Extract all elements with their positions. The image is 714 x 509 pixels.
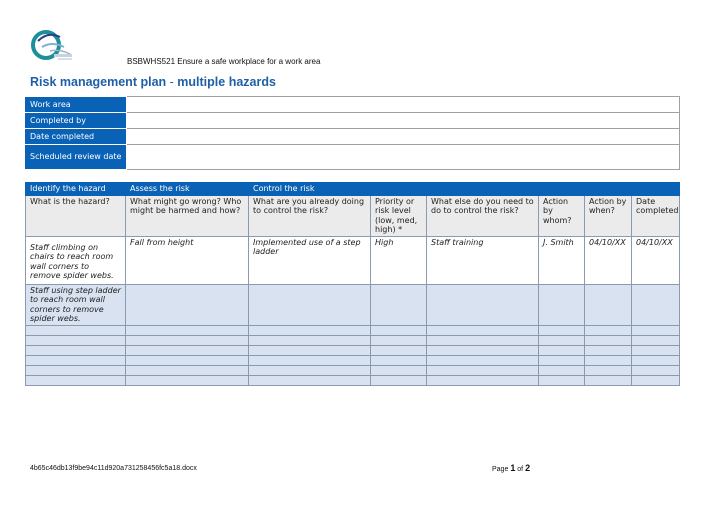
table-cell[interactable]	[126, 375, 249, 385]
info-value-completed-by[interactable]	[127, 113, 680, 129]
table-cell[interactable]	[249, 284, 371, 325]
table-row-empty	[26, 355, 680, 365]
table-cell[interactable]	[126, 355, 249, 365]
table-row-empty	[26, 335, 680, 345]
table-cell[interactable]	[26, 365, 126, 375]
table-cell[interactable]	[249, 375, 371, 385]
question-cell: Action by when?	[585, 195, 632, 236]
table-row-empty	[26, 375, 680, 385]
table-cell[interactable]	[539, 284, 585, 325]
question-cell: What else do you need to do to control the risk?	[427, 195, 539, 236]
table-cell[interactable]	[585, 284, 632, 325]
page-label: Page	[492, 466, 509, 473]
table-row	[26, 284, 680, 325]
table-cell[interactable]	[539, 325, 585, 335]
page-total: 2	[525, 463, 531, 473]
table-cell[interactable]	[249, 325, 371, 335]
info-row-work-area	[26, 97, 680, 113]
table-cell[interactable]	[126, 345, 249, 355]
table-cell[interactable]	[371, 325, 427, 335]
page-indicator	[492, 463, 530, 473]
table-cell[interactable]	[371, 355, 427, 365]
table-cell[interactable]	[371, 345, 427, 355]
info-row-date-completed	[26, 129, 680, 145]
table-cell[interactable]	[427, 325, 539, 335]
table-cell[interactable]	[371, 284, 427, 325]
table-cell[interactable]	[632, 355, 680, 365]
table-cell[interactable]: 04/10/XX	[585, 236, 632, 284]
table-cell[interactable]: Staff training	[427, 236, 539, 284]
info-value-work-area[interactable]	[127, 97, 680, 113]
table-cell[interactable]	[427, 335, 539, 345]
table-cell[interactable]	[585, 325, 632, 335]
table-cell[interactable]	[249, 355, 371, 365]
info-value-date-completed[interactable]	[127, 129, 680, 145]
table-row-empty	[26, 345, 680, 355]
table-cell[interactable]	[249, 345, 371, 355]
table-cell[interactable]	[539, 345, 585, 355]
question-cell: What are you already doing to control the risk?	[249, 195, 371, 236]
table-cell[interactable]	[249, 365, 371, 375]
info-table	[25, 96, 680, 170]
table-cell[interactable]	[427, 355, 539, 365]
group-identify-hazard: Identify the hazard	[26, 183, 126, 196]
table-row	[26, 236, 680, 284]
title-dash: -	[169, 75, 174, 89]
group-header-row	[26, 183, 680, 196]
info-label: Completed by	[26, 113, 127, 129]
info-label: Date completed	[26, 129, 127, 145]
table-cell[interactable]: Staff using step ladder to reach room wall corners to remove spider webs.	[26, 284, 126, 325]
table-cell[interactable]	[632, 365, 680, 375]
table-cell[interactable]	[427, 365, 539, 375]
table-cell[interactable]: High	[371, 236, 427, 284]
table-cell[interactable]	[126, 335, 249, 345]
group-assess-risk: Assess the risk	[126, 183, 249, 196]
table-cell[interactable]	[585, 355, 632, 365]
group-control-risk: Control the risk	[249, 183, 680, 196]
table-cell[interactable]	[371, 365, 427, 375]
info-value-review-date[interactable]	[127, 145, 680, 170]
table-row-empty	[26, 365, 680, 375]
table-cell[interactable]	[539, 335, 585, 345]
table-cell[interactable]	[126, 325, 249, 335]
table-cell[interactable]: 04/10/XX	[632, 236, 680, 284]
info-row-review-date	[26, 145, 680, 170]
title-sub: multiple hazards	[177, 75, 276, 89]
table-cell[interactable]	[585, 365, 632, 375]
table-cell[interactable]	[26, 375, 126, 385]
of-label: of	[517, 466, 524, 473]
question-cell: Date completed	[632, 195, 680, 236]
table-cell[interactable]	[26, 355, 126, 365]
question-cell: What might go wrong? Who might be harmed and how?	[126, 195, 249, 236]
table-cell[interactable]	[632, 284, 680, 325]
table-cell[interactable]: J. Smith	[539, 236, 585, 284]
info-row-completed-by	[26, 113, 680, 129]
table-cell[interactable]: Staff climbing on chairs to reach room wall corners to remove spider webs.	[26, 236, 126, 284]
table-cell[interactable]	[26, 325, 126, 335]
table-cell[interactable]	[249, 335, 371, 345]
info-label: Work area	[26, 97, 127, 113]
table-cell[interactable]	[427, 375, 539, 385]
question-cell: Priority or risk level (low, med, high) *	[371, 195, 427, 236]
unit-header: BSBWHS521 Ensure a safe workplace for a work area	[127, 57, 321, 66]
table-cell[interactable]	[427, 284, 539, 325]
table-cell[interactable]	[26, 345, 126, 355]
table-cell[interactable]	[585, 345, 632, 355]
table-cell[interactable]	[371, 335, 427, 345]
table-cell[interactable]	[539, 355, 585, 365]
table-cell[interactable]	[126, 284, 249, 325]
table-cell[interactable]	[632, 375, 680, 385]
institution-logo	[30, 27, 76, 65]
question-row	[26, 195, 680, 236]
document-filename: 4b65c46db13f9be94c11d920a731258456fc5a18.docx	[30, 465, 197, 472]
question-cell: What is the hazard?	[26, 195, 126, 236]
table-cell[interactable]	[585, 335, 632, 345]
table-cell[interactable]	[371, 375, 427, 385]
info-label: Scheduled review date	[26, 145, 127, 170]
table-cell[interactable]	[632, 345, 680, 355]
table-cell[interactable]: Implemented use of a step ladder	[249, 236, 371, 284]
question-cell: Action by whom?	[539, 195, 585, 236]
table-cell[interactable]	[427, 345, 539, 355]
table-cell[interactable]	[632, 335, 680, 345]
table-cell[interactable]	[26, 335, 126, 345]
table-cell[interactable]	[539, 375, 585, 385]
table-row-empty	[26, 325, 680, 335]
table-cell[interactable]	[632, 325, 680, 335]
page-title	[30, 75, 276, 89]
table-cell[interactable]	[539, 365, 585, 375]
table-cell[interactable]: Fall from height	[126, 236, 249, 284]
page-number: 1	[510, 463, 516, 473]
table-cell[interactable]	[585, 375, 632, 385]
title-main: Risk management plan	[30, 75, 167, 89]
table-cell[interactable]	[126, 365, 249, 375]
risk-table	[25, 182, 680, 386]
